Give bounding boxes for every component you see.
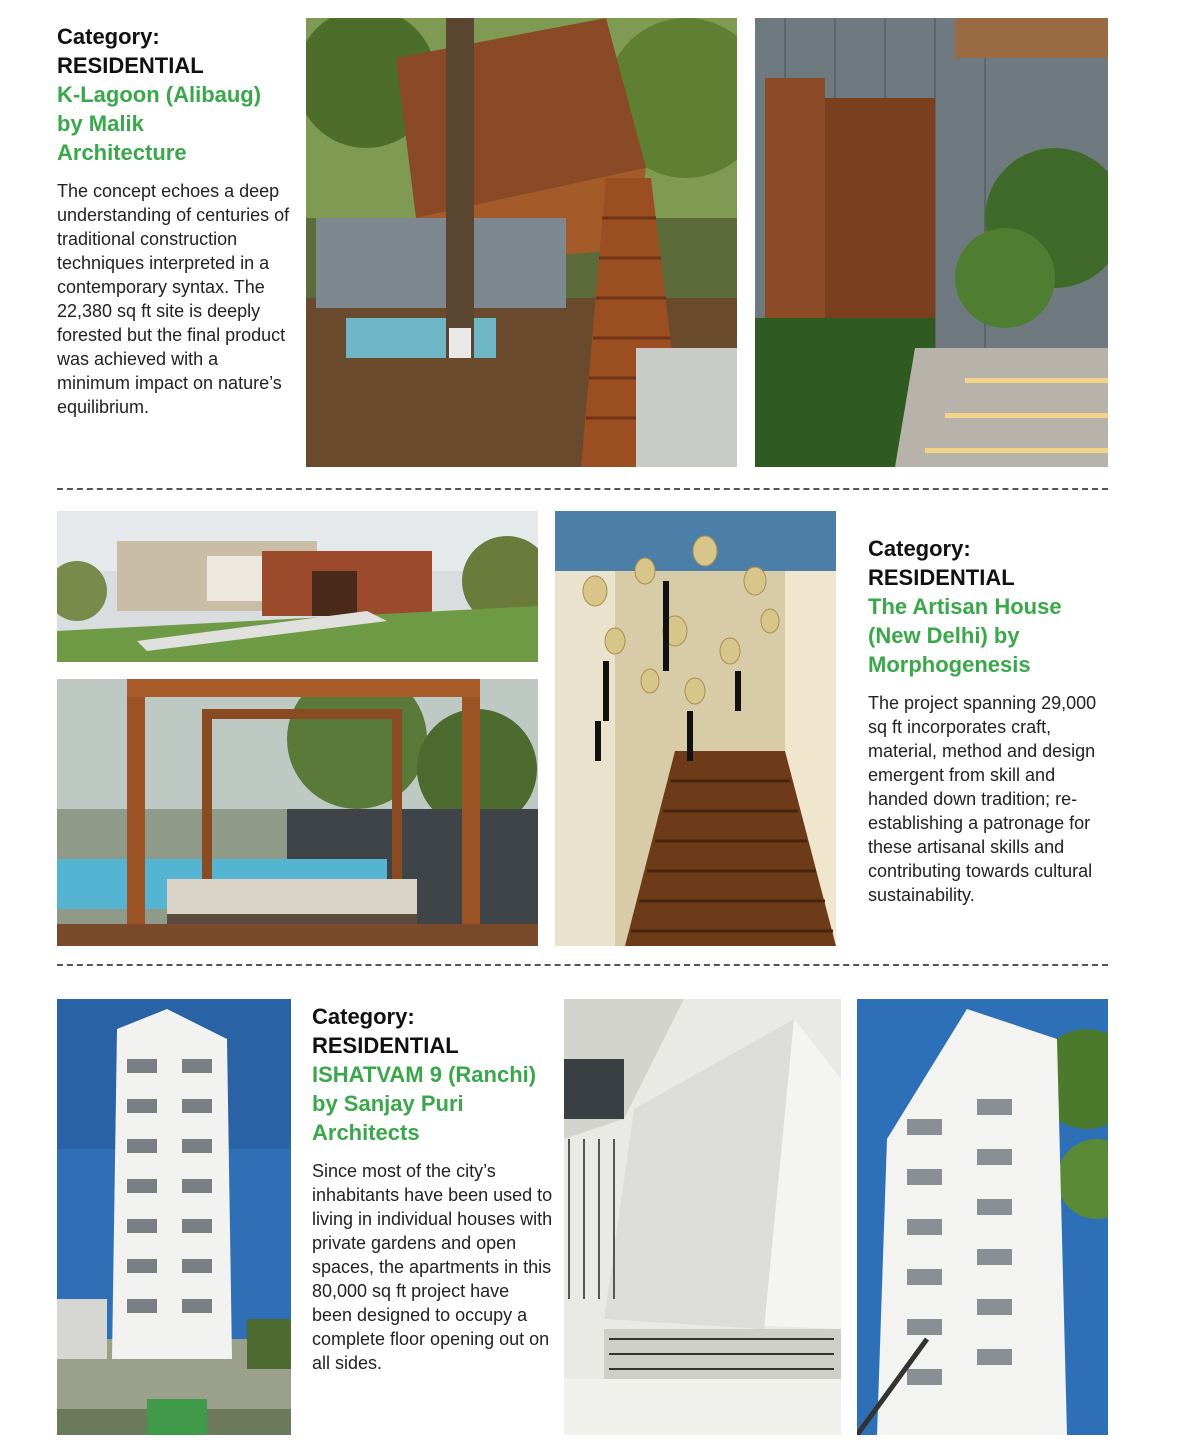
photo-k-lagoon-door xyxy=(755,18,1108,467)
section-ishatvam-text xyxy=(312,1002,554,1375)
photo-artisan-house-stair xyxy=(555,511,836,946)
project-title-line: (New Delhi) by xyxy=(868,623,1020,648)
project-title-line: K-Lagoon (Alibaug) xyxy=(57,82,262,107)
project-title-line: Architects xyxy=(312,1120,420,1145)
photo-artisan-house-pool xyxy=(57,679,538,946)
project-title-line: Morphogenesis xyxy=(868,652,1031,677)
section-k-lagoon-text xyxy=(57,22,292,419)
project-title xyxy=(57,80,292,167)
section-divider xyxy=(57,964,1108,966)
category-label: Category: xyxy=(868,536,971,561)
project-title-line: ISHATVAM 9 (Ranchi) xyxy=(312,1062,537,1087)
category-value: RESIDENTIAL xyxy=(57,53,204,78)
project-title xyxy=(868,592,1113,679)
project-description: The concept echoes a deep understanding of centuries of traditional construction techniques interpreted in a contemporary syntax. The 22,380 sq ft site is deeply forested but the final product was achieved with a minimum impact on nature’s equilibrium. xyxy=(57,181,290,417)
project-title-line: The Artisan House xyxy=(868,594,1062,619)
project-description: The project spanning 29,000 sq ft incorporates craft, material, method and design emergent from skill and handed down tradition; re-establishing a patronage for these artisanal skills and contributing towards cultural sustainability. xyxy=(868,693,1097,905)
section-artisan-house-text xyxy=(868,534,1113,907)
project-title-line: by Malik xyxy=(57,111,144,136)
project-title-line: by Sanjay Puri xyxy=(312,1091,464,1116)
section-divider xyxy=(57,488,1108,490)
photo-artisan-house-exterior xyxy=(57,511,538,662)
photo-ishatvam-tower xyxy=(57,999,291,1435)
category-value: RESIDENTIAL xyxy=(868,565,1015,590)
project-description: Since most of the city’s inhabitants have been used to living in individual houses with private gardens and open spaces, the apartments in this 80,000 sq ft project have been designed to occupy a complete floor opening out on all sides. xyxy=(312,1161,553,1373)
project-title xyxy=(312,1060,554,1147)
category-label: Category: xyxy=(57,24,160,49)
project-title-line: Architecture xyxy=(57,140,187,165)
photo-ishatvam-facade xyxy=(564,999,841,1435)
photo-ishatvam-angle xyxy=(857,999,1108,1435)
photo-k-lagoon-staircase xyxy=(306,18,737,467)
category-label: Category: xyxy=(312,1004,415,1029)
category-value: RESIDENTIAL xyxy=(312,1033,459,1058)
